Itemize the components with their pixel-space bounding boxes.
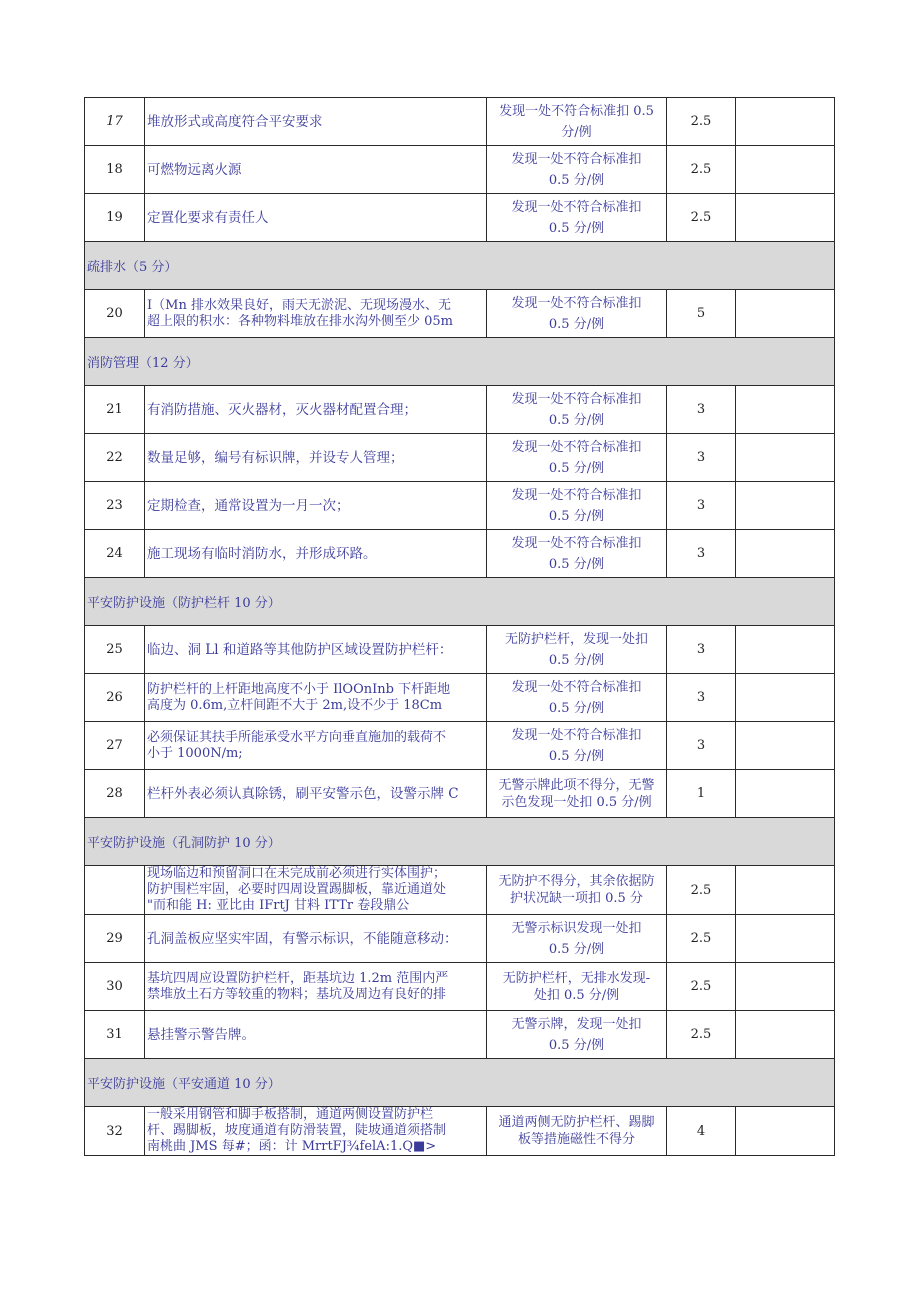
requirement-cell	[145, 194, 487, 242]
section-title: 平安防护设施（平安通道 10 分）	[85, 1059, 835, 1107]
requirement-cell	[145, 482, 487, 530]
score-cell: 2.5	[667, 915, 736, 963]
requirement-line: 堆放形式或高度符合平安要求	[147, 113, 323, 130]
actual-score-cell	[736, 98, 835, 146]
deduction-standard-line: 发现一处不符合标准扣	[511, 391, 642, 407]
item-number: 23	[85, 482, 145, 530]
deduction-standard-line: 发现一处不符合标准扣 0.5	[499, 103, 654, 119]
item-number: 17	[85, 98, 145, 146]
deduction-standard-cell	[487, 674, 667, 722]
deduction-standard-line: 发现一处不符合标准扣	[511, 727, 642, 743]
deduction-standard-line: 示色发现一处扣 0.5 分/例	[501, 794, 652, 810]
actual-score-cell	[736, 530, 835, 578]
deduction-standard-line: 发现一处不符合标准扣	[511, 487, 642, 503]
requirement-line: 南桃曲 JMS 每#；函：计 MrrtFJ¾felA:1.Q■>	[147, 1139, 437, 1154]
requirement-cell	[145, 866, 487, 915]
section-header-row	[85, 818, 835, 866]
deduction-standard-line: 0.5 分/例	[548, 460, 605, 476]
score-cell: 3	[667, 434, 736, 482]
table-row	[85, 98, 835, 146]
table-body	[85, 98, 835, 1156]
deduction-standard-cell	[487, 290, 667, 338]
requirement-cell	[145, 434, 487, 482]
deduction-standard-line: 0.5 分/例	[548, 748, 605, 764]
deduction-standard-line: 0.5 分/例	[548, 700, 605, 716]
requirement-line: 超上限的积水：各种物料堆放在排水沟外侧至少 05m	[147, 313, 454, 329]
requirement-cell	[145, 386, 487, 434]
score-cell: 2.5	[667, 866, 736, 915]
requirement-cell	[145, 530, 487, 578]
item-number: 31	[85, 1011, 145, 1059]
deduction-standard-cell	[487, 915, 667, 963]
section-title: 疏排水（5 分）	[85, 242, 835, 290]
item-number: 21	[85, 386, 145, 434]
deduction-standard-line: 0.5 分/例	[548, 316, 605, 332]
actual-score-cell	[736, 674, 835, 722]
actual-score-cell	[736, 963, 835, 1011]
deduction-standard-line: 发现一处不符合标准扣	[511, 439, 642, 455]
score-cell: 3	[667, 386, 736, 434]
requirement-line: I（Mn 排水效果良好，雨天无淤泥、无现场漫水、无	[147, 297, 451, 313]
table-row	[85, 290, 835, 338]
actual-score-cell	[736, 866, 835, 915]
table-row	[85, 146, 835, 194]
deduction-standard-line: 发现一处不符合标准扣	[511, 295, 642, 311]
deduction-standard-cell	[487, 98, 667, 146]
requirement-line: 防护围栏牢固，必要时四周设置踢脚板，靠近通道处	[147, 882, 447, 897]
requirement-cell	[145, 1011, 487, 1059]
item-number: 24	[85, 530, 145, 578]
table-row	[85, 674, 835, 722]
actual-score-cell	[736, 434, 835, 482]
deduction-standard-line: 0.5 分/例	[548, 556, 605, 572]
table-row	[85, 866, 835, 915]
table-row	[85, 770, 835, 818]
table-row	[85, 194, 835, 242]
score-cell: 3	[667, 530, 736, 578]
requirement-line: 定置化要求有责任人	[147, 209, 269, 226]
requirement-line: 定期检查，通常设置为一月一次；	[147, 497, 350, 514]
score-cell: 1	[667, 770, 736, 818]
deduction-standard-line: 发现一处不符合标准扣	[511, 535, 642, 551]
actual-score-cell	[736, 386, 835, 434]
requirement-cell	[145, 722, 487, 770]
section-header-row	[85, 242, 835, 290]
section-title: 平安防护设施（防护栏杆 10 分）	[85, 578, 835, 626]
deduction-standard-line: 分/例	[561, 124, 592, 140]
deduction-standard-line: 发现一处不符合标准扣	[511, 151, 642, 167]
requirement-line: 孔洞盖板应坚实牢固，有警示标识，不能随意移动：	[147, 930, 458, 947]
deduction-standard-cell	[487, 626, 667, 674]
actual-score-cell	[736, 146, 835, 194]
actual-score-cell	[736, 626, 835, 674]
requirement-line: 施工现场有临时消防水，并形成环路。	[147, 545, 377, 562]
score-cell: 3	[667, 674, 736, 722]
requirement-line: 基坑四周应设置防护栏杆，距基坑边 1.2m 范围内严	[147, 970, 449, 986]
score-cell: 3	[667, 482, 736, 530]
section-title: 平安防护设施（孔洞防护 10 分）	[85, 818, 835, 866]
table-row	[85, 626, 835, 674]
deduction-standard-cell	[487, 434, 667, 482]
requirement-cell	[145, 1107, 487, 1156]
requirement-line: 可燃物远离火源	[147, 161, 242, 178]
item-number: 20	[85, 290, 145, 338]
item-number: 19	[85, 194, 145, 242]
table-row	[85, 1011, 835, 1059]
deduction-standard-line: 板等措施磁性不得分	[517, 1132, 635, 1147]
item-number: 29	[85, 915, 145, 963]
deduction-standard-line: 发现一处不符合标准扣	[511, 199, 642, 215]
requirement-line: 防护栏杆的上杆距地高度不小于 IlOOnInb 下杆距地	[147, 681, 451, 697]
item-number: 22	[85, 434, 145, 482]
requirement-line: 栏杆外表必须认真除锈，刷平安警示色，设警示牌 C	[147, 785, 459, 802]
requirement-cell	[145, 626, 487, 674]
score-cell: 5	[667, 290, 736, 338]
requirement-cell	[145, 290, 487, 338]
deduction-standard-cell	[487, 1107, 667, 1156]
requirement-line: 禁堆放土石方等较重的物料；基坑及周边有良好的排	[147, 986, 447, 1002]
actual-score-cell	[736, 1107, 835, 1156]
deduction-standard-line: 无防护栏杆，无排水发现-	[502, 970, 651, 986]
deduction-standard-line: 0.5 分/例	[548, 172, 605, 188]
table-row	[85, 482, 835, 530]
deduction-standard-cell	[487, 1011, 667, 1059]
requirement-line: 杆、踢脚板，坡度通道有防滑装置，陡坡通道须搭制	[147, 1123, 447, 1138]
table-row	[85, 963, 835, 1011]
requirement-line: 必须保证其扶手所能承受水平方向垂直施加的载荷不	[147, 729, 447, 745]
requirement-line: 一般采用钢管和脚手板搭制，通道两侧设置防护栏	[147, 1107, 434, 1122]
score-cell: 2.5	[667, 1011, 736, 1059]
table-row	[85, 915, 835, 963]
deduction-standard-line: 发现一处不符合标准扣	[511, 679, 642, 695]
deduction-standard-line: 无警示牌此项不得分，无警	[498, 777, 655, 793]
actual-score-cell	[736, 1011, 835, 1059]
deduction-standard-cell	[487, 530, 667, 578]
section-header-row	[85, 338, 835, 386]
requirement-line: 临边、洞 Ll 和道路等其他防护区域设置防护栏杆：	[147, 641, 453, 658]
section-header-row	[85, 578, 835, 626]
requirement-cell	[145, 674, 487, 722]
requirement-line: 小于 1000N/m;	[147, 745, 243, 761]
score-cell: 2.5	[667, 98, 736, 146]
actual-score-cell	[736, 722, 835, 770]
table-row	[85, 1107, 835, 1156]
item-number: 27	[85, 722, 145, 770]
item-number: 18	[85, 146, 145, 194]
deduction-standard-line: 0.5 分/例	[548, 508, 605, 524]
requirement-line: 有消防措施、灭火器材，灭火器材配置合理；	[147, 401, 417, 418]
score-cell: 3	[667, 722, 736, 770]
item-number	[85, 866, 145, 915]
deduction-standard-line: 0.5 分/例	[548, 1037, 605, 1053]
requirement-line: 现场临边和预留洞口在未完成前必须进行实体围护；	[147, 866, 447, 881]
item-number: 25	[85, 626, 145, 674]
requirement-cell	[145, 146, 487, 194]
score-cell: 2.5	[667, 963, 736, 1011]
deduction-standard-cell	[487, 482, 667, 530]
requirement-cell	[145, 98, 487, 146]
actual-score-cell	[736, 915, 835, 963]
section-title: 消防管理（12 分）	[85, 338, 835, 386]
scoring-table	[84, 97, 835, 1156]
deduction-standard-line: 护状况缺一项扣 0.5 分	[510, 891, 643, 906]
score-cell: 2.5	[667, 146, 736, 194]
deduction-standard-line: 0.5 分/例	[548, 941, 605, 957]
actual-score-cell	[736, 194, 835, 242]
score-cell: 3	[667, 626, 736, 674]
table-row	[85, 530, 835, 578]
requirement-line: "而和能 H: 亚比由 IFrtJ 甘料 ITTr 卷段鼎公	[147, 898, 410, 913]
actual-score-cell	[736, 482, 835, 530]
deduction-standard-line: 通道两侧无防护栏杆、踢脚	[498, 1115, 655, 1130]
table-row	[85, 722, 835, 770]
score-cell: 4	[667, 1107, 736, 1156]
item-number: 30	[85, 963, 145, 1011]
deduction-standard-line: 无防护栏杆，发现一处扣	[504, 631, 648, 647]
deduction-standard-cell	[487, 194, 667, 242]
deduction-standard-line: 无警示牌，发现一处扣	[511, 1016, 642, 1032]
deduction-standard-cell	[487, 722, 667, 770]
requirement-line: 高度为 0.6m,立杆间距不大于 2m,设不少于 18Cm	[147, 697, 443, 713]
deduction-standard-line: 0.5 分/例	[548, 220, 605, 236]
actual-score-cell	[736, 290, 835, 338]
deduction-standard-cell	[487, 386, 667, 434]
score-cell: 2.5	[667, 194, 736, 242]
item-number: 28	[85, 770, 145, 818]
table-row	[85, 386, 835, 434]
deduction-standard-line: 无防护不得分，其余依据防	[498, 874, 655, 889]
requirement-line: 数量足够，编号有标识牌，并设专人管理；	[147, 449, 404, 466]
requirement-cell	[145, 770, 487, 818]
table-row	[85, 434, 835, 482]
section-header-row	[85, 1059, 835, 1107]
deduction-standard-cell	[487, 963, 667, 1011]
requirement-cell	[145, 963, 487, 1011]
deduction-standard-cell	[487, 146, 667, 194]
deduction-standard-line: 无警示标识发现一处扣	[511, 920, 642, 936]
deduction-standard-cell	[487, 770, 667, 818]
requirement-cell	[145, 915, 487, 963]
deduction-standard-line: 处扣 0.5 分/例	[533, 987, 620, 1003]
actual-score-cell	[736, 770, 835, 818]
deduction-standard-line: 0.5 分/例	[548, 412, 605, 428]
requirement-line: 悬挂警示警告牌。	[147, 1026, 255, 1043]
deduction-standard-cell	[487, 866, 667, 915]
deduction-standard-line: 0.5 分/例	[548, 652, 605, 668]
item-number: 26	[85, 674, 145, 722]
item-number: 32	[85, 1107, 145, 1156]
